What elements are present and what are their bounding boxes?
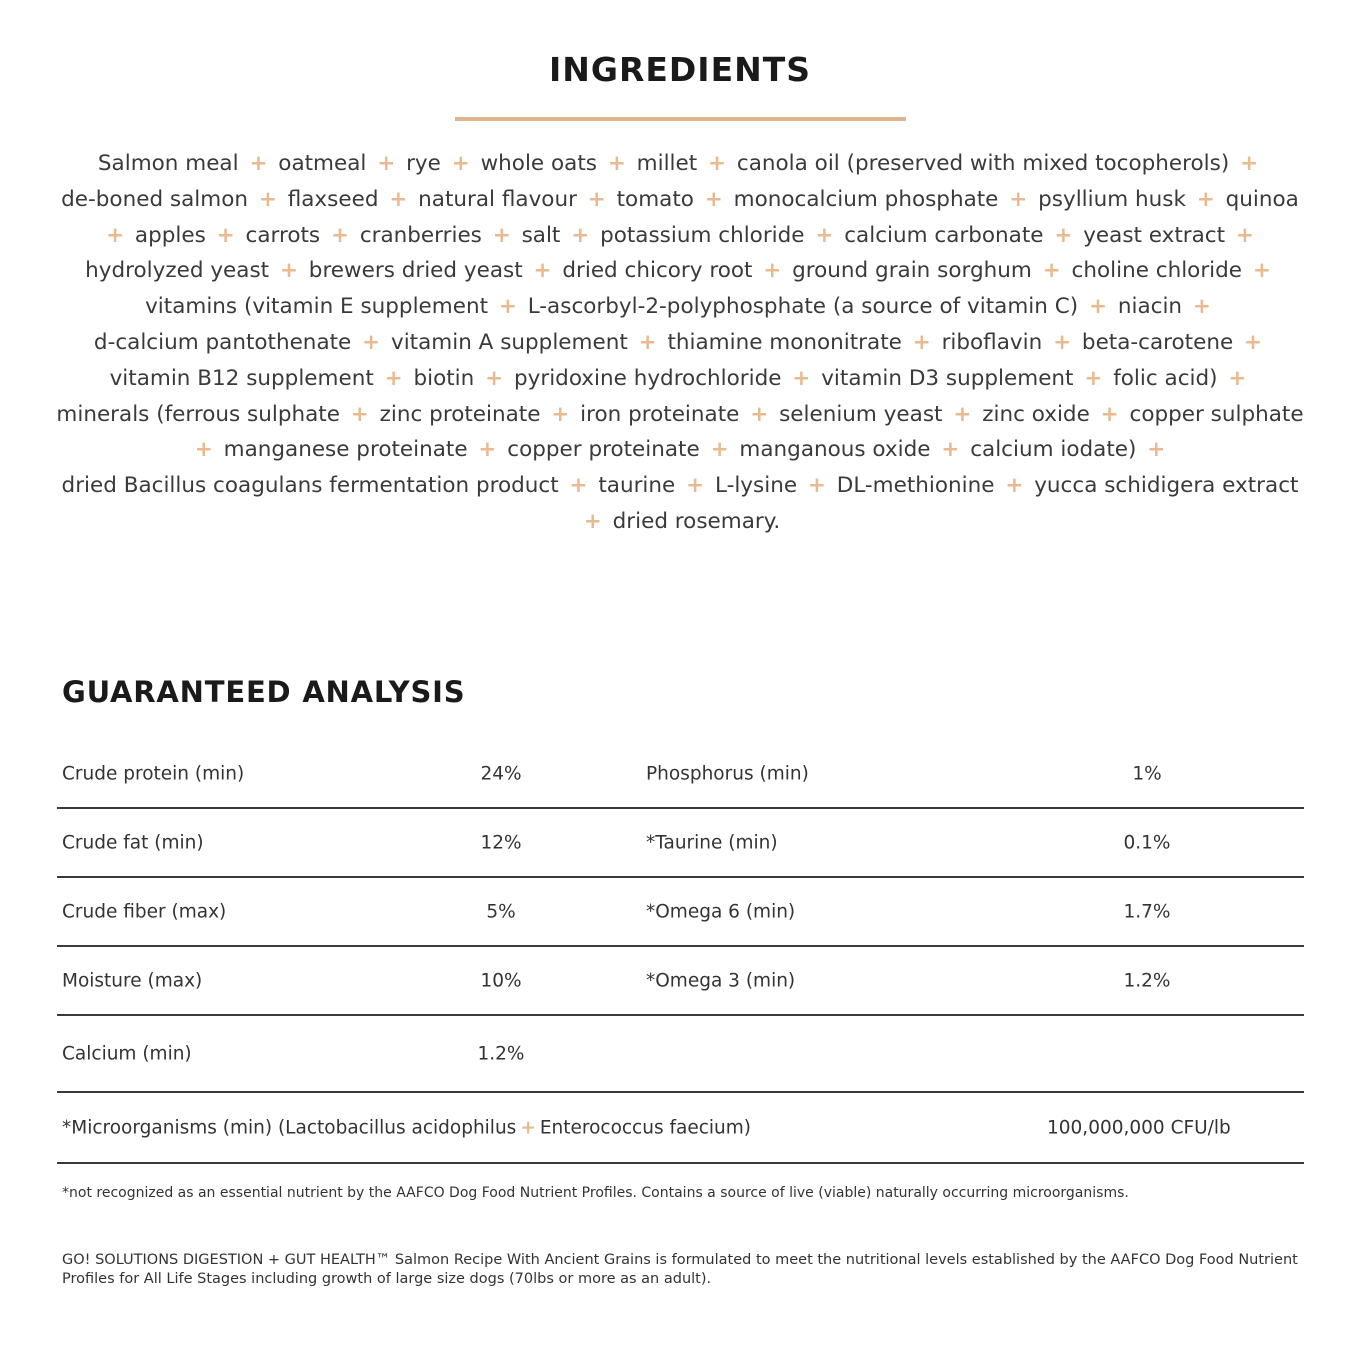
plus-separator: + [912,329,931,355]
plus-separator: + [953,401,972,427]
nutrient-value: 1.2% [1123,970,1171,991]
plus-separator: + [1235,222,1254,248]
plus-separator: + [1244,329,1263,355]
ingredient-item: de-boned salmon [61,186,249,212]
ingredient-item: Salmon meal [97,151,239,176]
plus-separator: + [807,473,826,499]
nutrient-label: Crude protein (min) [62,763,245,784]
ingredient-item: whole oats [480,151,597,176]
table-row [57,809,1304,878]
ingredient-item: thiamine mononitrate [667,329,902,355]
plus-separator: + [1009,186,1028,212]
ingredient-item: calcium carbonate [844,222,1044,248]
plus-separator: + [815,222,834,248]
nutrient-label: *Omega 6 (min) [646,901,796,922]
ingredient-item: yeast extract [1083,222,1226,248]
ingredient-item: beta-carotene [1081,329,1234,355]
plus-separator: + [389,186,408,212]
plus-separator: + [1053,329,1072,355]
nutritional-statement: GO! SOLUTIONS DIGESTION + GUT HEALTH™ Salmon Recipe With Ancient Grains is formulated to meet the nutritional levels established by the AAFCO Dog Food Nutrient Profiles for All Life Stages including growth of large size dogs (70lbs or more as an adult). [62,1252,1298,1287]
ingredient-item: copper sulphate [1129,401,1304,427]
table-row-microorganisms [57,1093,1304,1164]
plus-separator: + [704,186,723,212]
plus-separator: + [1196,186,1215,212]
plus-separator: + [377,151,396,176]
nutrient-value: 12% [480,832,522,853]
plus-separator: + [362,329,381,355]
ingredient-item: oatmeal [278,151,367,176]
ingredient-item: carrots [245,222,321,248]
plus-separator: + [607,151,626,176]
ingredient-item: cranberries [359,222,482,248]
plus-separator: + [1192,294,1211,320]
plus-separator: + [551,401,570,427]
ingredient-item: flaxseed [287,186,379,212]
nutrient-value: 1% [1132,763,1162,784]
plus-separator: + [763,258,782,284]
plus-separator: + [330,222,349,248]
ingredients-divider [455,117,906,121]
table-row [57,1016,1304,1093]
ingredient-item: folic acid) [1113,365,1218,391]
nutrient-value: 0.1% [1123,832,1171,853]
ingredients-list [56,146,1304,540]
ingredient-item: iron proteinate [580,401,740,427]
plus-separator: + [1005,473,1024,499]
plus-separator: + [1228,365,1247,391]
nutrient-value: 24% [480,763,522,784]
nutrient-label: Phosphorus (min) [646,763,809,784]
plus-separator: + [485,365,504,391]
plus-separator: + [350,401,369,427]
table-row [57,947,1304,1016]
plus-separator: + [384,365,403,391]
plus-separator: + [498,294,517,320]
ingredient-item: zinc oxide [982,401,1090,427]
plus-separator: + [941,437,960,463]
footnote: *not recognized as an essential nutrient by the AAFCO Dog Food Nutrient Profiles. Contains a source of live (viable) naturally occurring microorganisms. [62,1185,1129,1201]
ingredient-item: dried chicory root [562,258,753,284]
ingredient-item: rye [406,151,441,176]
ingredient-item: d-calcium pantothenate [93,329,352,355]
ingredient-item: vitamin A supplement [390,329,628,355]
plus-separator: + [279,258,298,284]
nutrient-value: 1.7% [1123,901,1171,922]
ingredient-item: L-lysine [714,473,798,499]
ingredient-item: yucca schidigera extract [1034,473,1299,499]
plus-separator: + [587,186,606,212]
ingredient-item: niacin [1117,294,1183,320]
nutrient-label: Moisture (max) [62,970,203,991]
microorganisms-value: 100,000,000 CFU/lb [1047,1117,1231,1138]
ingredient-item: millet [636,151,698,176]
ingredient-item: copper proteinate [507,437,700,463]
ingredient-item: zinc proteinate [379,401,541,427]
plus-separator: + [569,473,588,499]
plus-separator: + [533,258,552,284]
ingredient-item: apples [134,222,206,248]
microorganisms-label: *Microorganisms (min) (Lactobacillus acidophilus + Enterococcus faecium) [62,1117,751,1138]
plus-separator: + [1240,151,1259,176]
ingredient-item: ground grain sorghum [792,258,1032,284]
analysis-table [57,740,1304,1164]
ingredient-item: natural flavour [418,186,577,212]
plus-separator: + [792,365,811,391]
nutrient-value: 10% [480,970,522,991]
ingredient-item: vitamins (vitamin E supplement [145,294,488,320]
nutrient-value: 1.2% [477,1043,525,1064]
plus-separator: + [492,222,511,248]
nutrient-label: Calcium (min) [62,1043,192,1064]
ingredient-item: canola oil (preserved with mixed tocopherols) [736,151,1230,176]
ingredient-item: biotin [413,365,475,391]
ingredient-item: riboflavin [941,329,1043,355]
plus-separator: + [1054,222,1073,248]
ingredient-item: manganese proteinate [223,437,468,463]
plus-separator: + [106,222,125,248]
plus-separator: + [571,222,590,248]
plus-separator: + [451,151,470,176]
ingredient-item: DL-methionine [836,473,995,499]
ingredient-item: dried rosemary. [612,508,781,534]
plus-separator: + [1252,258,1271,284]
plus-separator: + [520,1117,536,1138]
ingredient-item: monocalcium phosphate [733,186,999,212]
table-row [57,878,1304,947]
ingredient-item: vitamin B12 supplement [109,365,374,391]
plus-separator: + [583,508,602,534]
plus-separator: + [638,329,657,355]
ingredient-item: brewers dried yeast [308,258,523,284]
ingredient-item: potassium chloride [600,222,805,248]
ingredient-item: tomato [616,186,694,212]
plus-separator: + [708,151,727,176]
plus-separator: + [1042,258,1061,284]
nutrient-label: *Omega 3 (min) [646,970,796,991]
plus-separator: + [478,437,497,463]
plus-separator: + [1084,365,1103,391]
ingredient-item: choline chloride [1071,258,1243,284]
plus-separator: + [216,222,235,248]
plus-separator: + [1147,437,1166,463]
ingredient-item: salt [521,222,561,248]
ingredient-item: hydrolyzed yeast [85,258,270,284]
plus-separator: + [194,437,213,463]
nutrient-label: *Taurine (min) [646,832,778,853]
plus-separator: + [258,186,277,212]
guaranteed-analysis-title: GUARANTEED ANALYSIS [62,675,466,709]
ingredients-title: INGREDIENTS [548,50,812,89]
table-row [57,740,1304,809]
nutrient-label: Crude fat (min) [62,832,204,853]
plus-separator: + [249,151,268,176]
ingredient-item: manganous oxide [739,437,931,463]
plus-separator: + [686,473,705,499]
ingredient-item: calcium iodate) [970,437,1137,463]
ingredient-item: L-ascorbyl-2-polyphosphate (a source of vitamin C) [527,294,1079,320]
ingredient-item: selenium yeast [779,401,943,427]
ingredient-item: quinoa [1225,186,1299,212]
ingredient-item: minerals (ferrous sulphate [56,401,340,427]
ingredient-item: taurine [598,473,676,499]
plus-separator: + [750,401,769,427]
nutrient-value: 5% [486,901,516,922]
plus-separator: + [1088,294,1107,320]
plus-separator: + [710,437,729,463]
ingredient-item: vitamin D3 supplement [821,365,1074,391]
nutrient-label: Crude fiber (max) [62,901,227,922]
ingredient-item: dried Bacillus coagulans fermentation product [61,473,559,499]
plus-separator: + [1100,401,1119,427]
ingredient-item: psyllium husk [1038,186,1186,212]
ingredient-item: pyridoxine hydrochloride [513,365,782,391]
